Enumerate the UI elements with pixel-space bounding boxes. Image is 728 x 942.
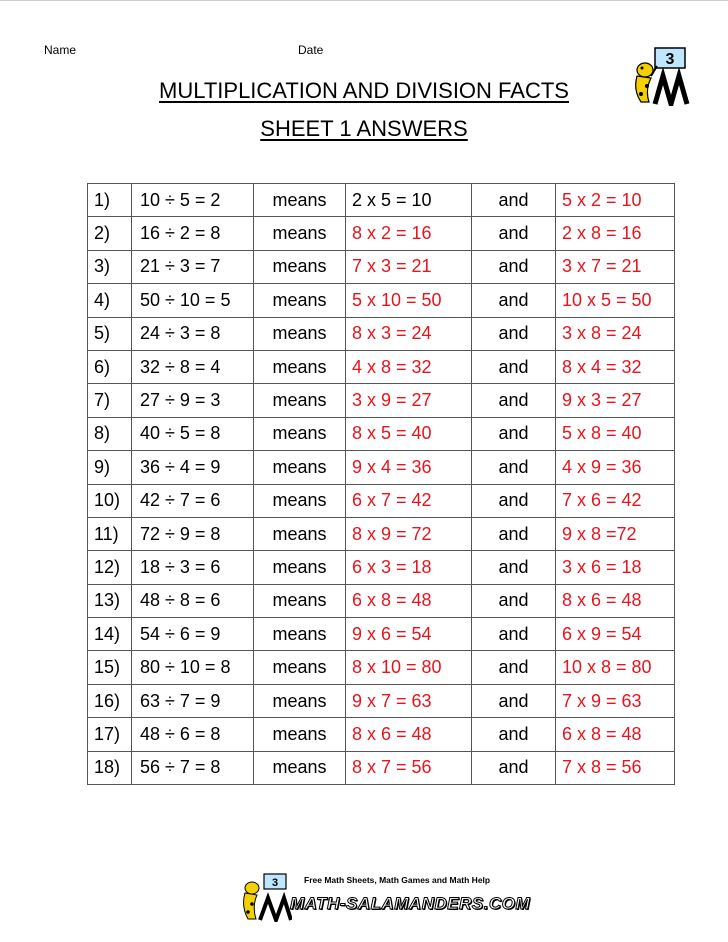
multiplication-fact-2: 2 x 8 = 16	[556, 217, 675, 250]
division-fact: 42 ÷ 7 = 6	[132, 484, 254, 517]
table-row	[88, 417, 675, 450]
row-number: 7)	[88, 384, 132, 417]
row-number: 2)	[88, 217, 132, 250]
multiplication-fact-2: 5 x 2 = 10	[556, 184, 675, 217]
table-row	[88, 284, 675, 317]
and-word: and	[472, 618, 556, 651]
row-number: 18)	[88, 751, 132, 784]
multiplication-fact-1: 8 x 6 = 48	[346, 718, 472, 751]
footer-logo-number: 3	[271, 877, 279, 889]
multiplication-fact-2: 7 x 6 = 42	[556, 484, 675, 517]
answers-table	[87, 183, 675, 785]
row-number: 3)	[88, 250, 132, 283]
and-word: and	[472, 684, 556, 717]
and-word: and	[472, 417, 556, 450]
salamander-logo-icon	[627, 46, 691, 106]
and-word: and	[472, 584, 556, 617]
multiplication-fact-2: 3 x 6 = 18	[556, 551, 675, 584]
table-row	[88, 250, 675, 283]
row-number: 17)	[88, 718, 132, 751]
and-word: and	[472, 517, 556, 550]
division-fact: 63 ÷ 7 = 9	[132, 684, 254, 717]
and-word: and	[472, 384, 556, 417]
multiplication-fact-1: 8 x 10 = 80	[346, 651, 472, 684]
multiplication-fact-1: 6 x 8 = 48	[346, 584, 472, 617]
division-fact: 40 ÷ 5 = 8	[132, 417, 254, 450]
table-row	[88, 684, 675, 717]
and-word: and	[472, 184, 556, 217]
and-word: and	[472, 551, 556, 584]
multiplication-fact-2: 8 x 4 = 32	[556, 350, 675, 383]
row-number: 10)	[88, 484, 132, 517]
division-fact: 10 ÷ 5 = 2	[132, 184, 254, 217]
multiplication-fact-1: 8 x 3 = 24	[346, 317, 472, 350]
multiplication-fact-2: 7 x 9 = 63	[556, 684, 675, 717]
multiplication-fact-1: 6 x 7 = 42	[346, 484, 472, 517]
division-fact: 18 ÷ 3 = 6	[132, 551, 254, 584]
multiplication-fact-1: 7 x 3 = 21	[346, 250, 472, 283]
row-number: 4)	[88, 284, 132, 317]
means-word: means	[254, 718, 346, 751]
multiplication-fact-2: 3 x 7 = 21	[556, 250, 675, 283]
date-label: Date	[298, 43, 324, 57]
means-word: means	[254, 618, 346, 651]
division-fact: 50 ÷ 10 = 5	[132, 284, 254, 317]
multiplication-fact-2: 9 x 8 =72	[556, 517, 675, 550]
means-word: means	[254, 417, 346, 450]
multiplication-fact-1: 8 x 9 = 72	[346, 517, 472, 550]
multiplication-fact-1: 9 x 6 = 54	[346, 618, 472, 651]
table-row	[88, 651, 675, 684]
and-word: and	[472, 451, 556, 484]
division-fact: 56 ÷ 7 = 8	[132, 751, 254, 784]
and-word: and	[472, 350, 556, 383]
table-row	[88, 618, 675, 651]
and-word: and	[472, 718, 556, 751]
table-row	[88, 551, 675, 584]
row-number: 15)	[88, 651, 132, 684]
row-number: 1)	[88, 184, 132, 217]
multiplication-fact-2: 8 x 6 = 48	[556, 584, 675, 617]
table-row	[88, 350, 675, 383]
multiplication-fact-1: 6 x 3 = 18	[346, 551, 472, 584]
row-number: 9)	[88, 451, 132, 484]
multiplication-fact-2: 5 x 8 = 40	[556, 417, 675, 450]
table-row	[88, 317, 675, 350]
means-word: means	[254, 317, 346, 350]
row-number: 6)	[88, 350, 132, 383]
means-word: means	[254, 384, 346, 417]
means-word: means	[254, 751, 346, 784]
multiplication-fact-2: 10 x 8 = 80	[556, 651, 675, 684]
multiplication-fact-2: 6 x 9 = 54	[556, 618, 675, 651]
logo-number: 3	[665, 51, 675, 68]
and-word: and	[472, 317, 556, 350]
row-number: 8)	[88, 417, 132, 450]
multiplication-fact-1: 8 x 5 = 40	[346, 417, 472, 450]
and-word: and	[472, 250, 556, 283]
means-word: means	[254, 584, 346, 617]
multiplication-fact-1: 9 x 7 = 63	[346, 684, 472, 717]
means-word: means	[254, 684, 346, 717]
means-word: means	[254, 350, 346, 383]
multiplication-fact-2: 3 x 8 = 24	[556, 317, 675, 350]
footer-site-name[interactable]: MATH-SALAMANDERS.COM	[290, 894, 531, 913]
multiplication-fact-1: 4 x 8 = 32	[346, 350, 472, 383]
division-fact: 48 ÷ 8 = 6	[132, 584, 254, 617]
table-row	[88, 451, 675, 484]
division-fact: 80 ÷ 10 = 8	[132, 651, 254, 684]
multiplication-fact-1: 2 x 5 = 10	[346, 184, 472, 217]
means-word: means	[254, 484, 346, 517]
division-fact: 32 ÷ 8 = 4	[132, 350, 254, 383]
footer-tagline: Free Math Sheets, Math Games and Math Help	[304, 875, 491, 885]
table-row	[88, 184, 675, 217]
division-fact: 36 ÷ 4 = 9	[132, 451, 254, 484]
means-word: means	[254, 284, 346, 317]
means-word: means	[254, 451, 346, 484]
footer-salamander-icon	[236, 872, 292, 922]
row-number: 5)	[88, 317, 132, 350]
division-fact: 16 ÷ 2 = 8	[132, 217, 254, 250]
table-row	[88, 217, 675, 250]
table-row	[88, 384, 675, 417]
means-word: means	[254, 517, 346, 550]
page-top-border	[0, 0, 728, 7]
means-word: means	[254, 217, 346, 250]
row-number: 16)	[88, 684, 132, 717]
page-title: MULTIPLICATION AND DIVISION FACTS	[159, 78, 569, 103]
division-fact: 27 ÷ 9 = 3	[132, 384, 254, 417]
means-word: means	[254, 250, 346, 283]
and-word: and	[472, 484, 556, 517]
multiplication-fact-1: 5 x 10 = 50	[346, 284, 472, 317]
division-fact: 24 ÷ 3 = 8	[132, 317, 254, 350]
and-word: and	[472, 217, 556, 250]
row-number: 12)	[88, 551, 132, 584]
and-word: and	[472, 284, 556, 317]
row-number: 11)	[88, 517, 132, 550]
means-word: means	[254, 651, 346, 684]
and-word: and	[472, 751, 556, 784]
division-fact: 54 ÷ 6 = 9	[132, 618, 254, 651]
table-row	[88, 751, 675, 784]
division-fact: 72 ÷ 9 = 8	[132, 517, 254, 550]
multiplication-fact-2: 4 x 9 = 36	[556, 451, 675, 484]
row-number: 13)	[88, 584, 132, 617]
multiplication-fact-1: 3 x 9 = 27	[346, 384, 472, 417]
means-word: means	[254, 551, 346, 584]
table-row	[88, 517, 675, 550]
name-label: Name	[44, 43, 77, 57]
means-word: means	[254, 184, 346, 217]
row-number: 14)	[88, 618, 132, 651]
multiplication-fact-2: 6 x 8 = 48	[556, 718, 675, 751]
multiplication-fact-2: 10 x 5 = 50	[556, 284, 675, 317]
division-fact: 21 ÷ 3 = 7	[132, 250, 254, 283]
division-fact: 48 ÷ 6 = 8	[132, 718, 254, 751]
table-row	[88, 718, 675, 751]
multiplication-fact-1: 9 x 4 = 36	[346, 451, 472, 484]
table-row	[88, 484, 675, 517]
multiplication-fact-2: 7 x 8 = 56	[556, 751, 675, 784]
multiplication-fact-1: 8 x 7 = 56	[346, 751, 472, 784]
multiplication-fact-2: 9 x 3 = 27	[556, 384, 675, 417]
page-subtitle: SHEET 1 ANSWERS	[260, 116, 468, 141]
and-word: and	[472, 651, 556, 684]
answers-table-body	[88, 184, 675, 785]
multiplication-fact-1: 8 x 2 = 16	[346, 217, 472, 250]
table-row	[88, 584, 675, 617]
